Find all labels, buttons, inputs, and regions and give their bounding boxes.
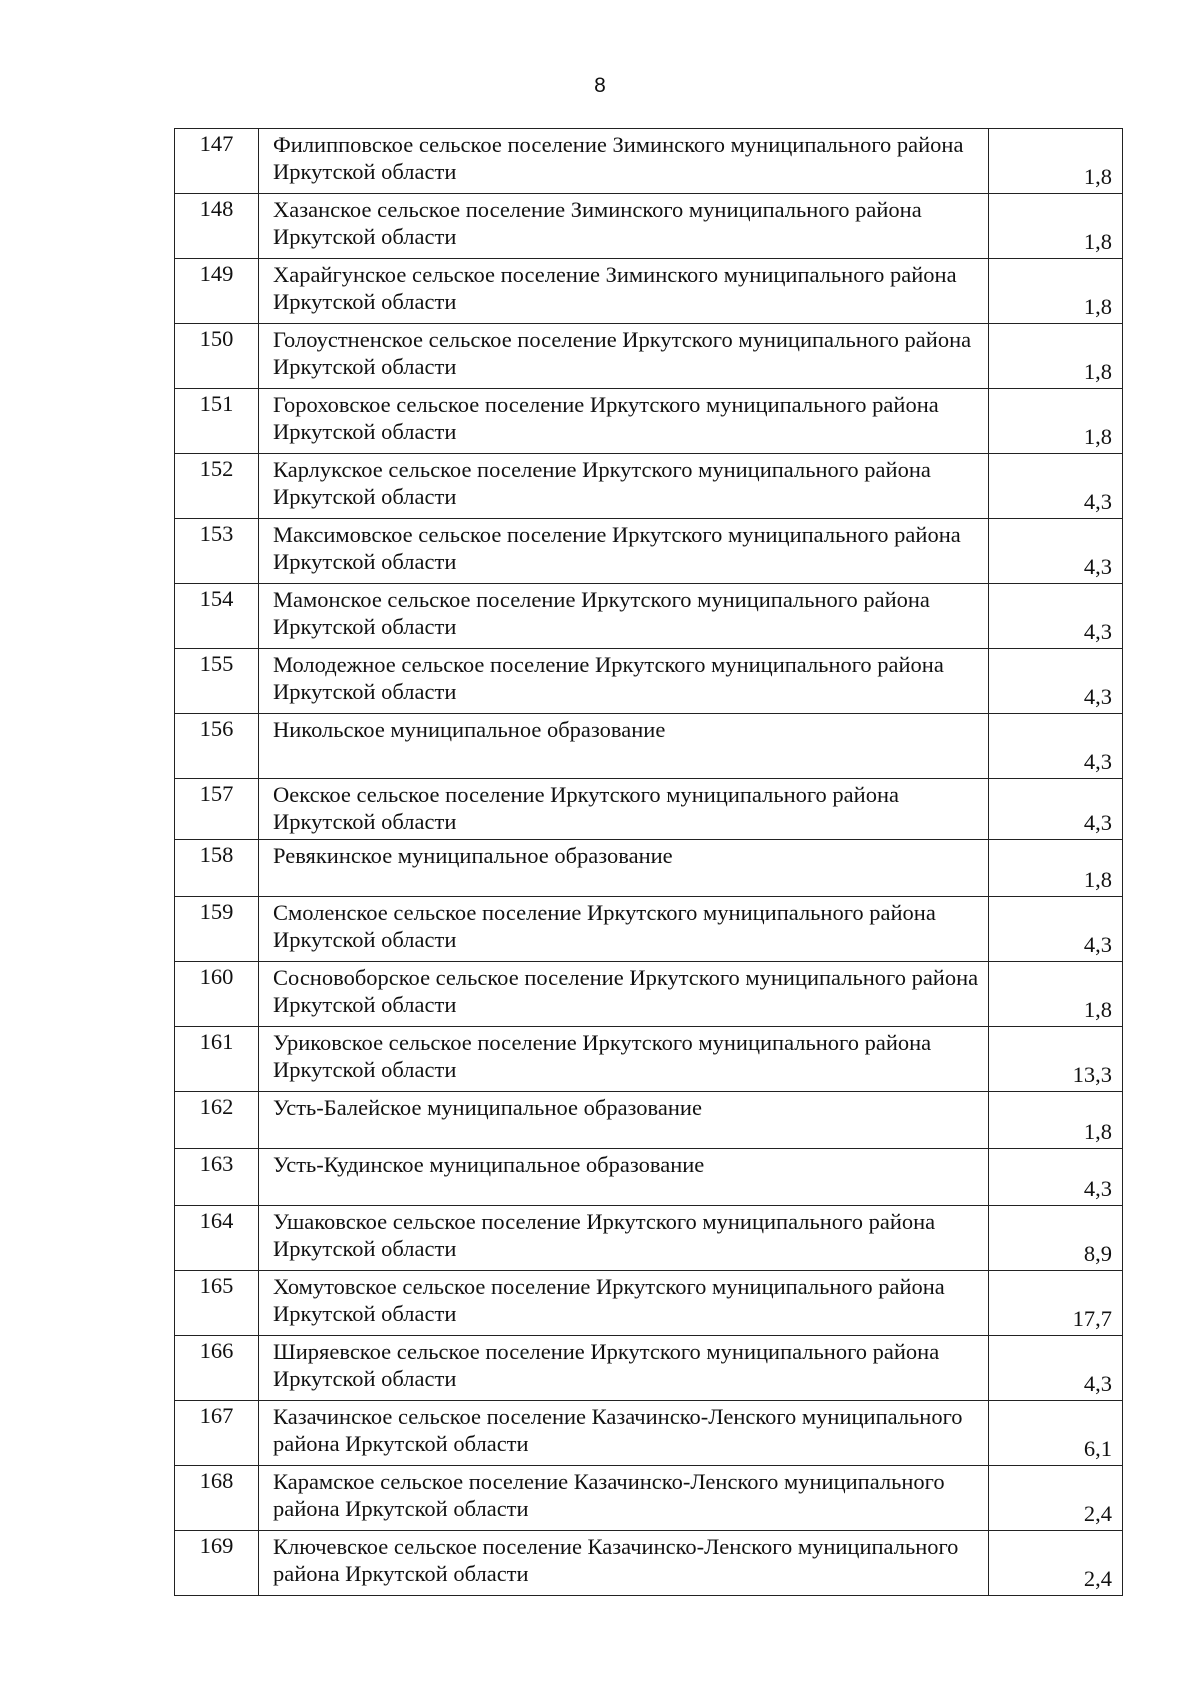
municipality-name: Ушаковское сельское поселение Иркутского муниципального района Иркутской области — [259, 1206, 989, 1271]
row-number: 153 — [175, 519, 259, 584]
amount-value: 1,8 — [989, 389, 1123, 454]
row-number: 161 — [175, 1027, 259, 1092]
row-number: 165 — [175, 1271, 259, 1336]
municipality-name: Казачинское сельское поселение Казачинско-Ленского муниципального района Иркутской области — [259, 1401, 989, 1466]
amount-value: 4,3 — [989, 454, 1123, 519]
amount-value: 17,7 — [989, 1271, 1123, 1336]
row-number: 160 — [175, 962, 259, 1027]
row-number: 147 — [175, 129, 259, 194]
table-row — [175, 454, 1123, 519]
municipality-name: Мамонское сельское поселение Иркутского муниципального района Иркутской области — [259, 584, 989, 649]
table-row — [175, 1027, 1123, 1092]
municipality-name: Уриковское сельское поселение Иркутского муниципального района Иркутской области — [259, 1027, 989, 1092]
table-row — [175, 1149, 1123, 1206]
table-row — [175, 962, 1123, 1027]
amount-value: 4,3 — [989, 897, 1123, 962]
row-number: 151 — [175, 389, 259, 454]
municipality-name: Усть-Кудинское муниципальное образование — [259, 1149, 989, 1206]
row-number: 150 — [175, 324, 259, 389]
municipality-name: Ширяевское сельское поселение Иркутского муниципального района Иркутской области — [259, 1336, 989, 1401]
table-row — [175, 1401, 1123, 1466]
row-number: 159 — [175, 897, 259, 962]
table-row — [175, 324, 1123, 389]
table-body — [175, 129, 1123, 1596]
amount-value: 4,3 — [989, 519, 1123, 584]
table-row — [175, 584, 1123, 649]
row-number: 163 — [175, 1149, 259, 1206]
table-row — [175, 519, 1123, 584]
amount-value: 1,8 — [989, 840, 1123, 897]
table-row — [175, 1336, 1123, 1401]
amount-value: 4,3 — [989, 1149, 1123, 1206]
municipality-name: Хомутовское сельское поселение Иркутского муниципального района Иркутской области — [259, 1271, 989, 1336]
row-number: 167 — [175, 1401, 259, 1466]
municipality-name: Никольское муниципальное образование — [259, 714, 989, 779]
table-row — [175, 714, 1123, 779]
municipality-name: Ревякинское муниципальное образование — [259, 840, 989, 897]
row-number: 154 — [175, 584, 259, 649]
amount-value: 6,1 — [989, 1401, 1123, 1466]
row-number: 169 — [175, 1531, 259, 1596]
table-row — [175, 129, 1123, 194]
table-row — [175, 1466, 1123, 1531]
amount-value: 1,8 — [989, 324, 1123, 389]
page-number: 8 — [594, 74, 606, 97]
amount-value: 4,3 — [989, 779, 1123, 840]
municipality-table — [174, 128, 1123, 1596]
municipality-name: Максимовское сельское поселение Иркутского муниципального района Иркутской области — [259, 519, 989, 584]
municipality-name: Харайгунское сельское поселение Зиминского муниципального района Иркутской области — [259, 259, 989, 324]
municipality-name: Оекское сельское поселение Иркутского муниципального района Иркутской области — [259, 779, 989, 840]
table-row — [175, 194, 1123, 259]
amount-value: 4,3 — [989, 1336, 1123, 1401]
amount-value: 2,4 — [989, 1531, 1123, 1596]
row-number: 164 — [175, 1206, 259, 1271]
amount-value: 2,4 — [989, 1466, 1123, 1531]
row-number: 148 — [175, 194, 259, 259]
municipality-name: Голоустненское сельское поселение Иркутского муниципального района Иркутской области — [259, 324, 989, 389]
row-number: 156 — [175, 714, 259, 779]
municipality-name: Смоленское сельское поселение Иркутского муниципального района Иркутской области — [259, 897, 989, 962]
amount-value: 13,3 — [989, 1027, 1123, 1092]
municipality-name: Гороховское сельское поселение Иркутского муниципального района Иркутской области — [259, 389, 989, 454]
row-number: 166 — [175, 1336, 259, 1401]
municipality-name: Ключевское сельское поселение Казачинско-Ленского муниципального района Иркутской области — [259, 1531, 989, 1596]
municipality-name: Молодежное сельское поселение Иркутского муниципального района Иркутской области — [259, 649, 989, 714]
amount-value: 4,3 — [989, 714, 1123, 779]
municipality-name: Карамское сельское поселение Казачинско-Ленского муниципального района Иркутской области — [259, 1466, 989, 1531]
amount-value: 4,3 — [989, 649, 1123, 714]
amount-value: 1,8 — [989, 962, 1123, 1027]
row-number: 157 — [175, 779, 259, 840]
row-number: 158 — [175, 840, 259, 897]
amount-value: 4,3 — [989, 584, 1123, 649]
row-number: 155 — [175, 649, 259, 714]
table-row — [175, 1092, 1123, 1149]
amount-value: 1,8 — [989, 259, 1123, 324]
municipality-name: Карлукское сельское поселение Иркутского муниципального района Иркутской области — [259, 454, 989, 519]
municipality-name: Усть-Балейское муниципальное образование — [259, 1092, 989, 1149]
amount-value: 1,8 — [989, 129, 1123, 194]
municipality-name: Сосновоборское сельское поселение Иркутского муниципального района Иркутской области — [259, 962, 989, 1027]
table-row — [175, 1271, 1123, 1336]
amount-value: 8,9 — [989, 1206, 1123, 1271]
amount-value: 1,8 — [989, 194, 1123, 259]
row-number: 152 — [175, 454, 259, 519]
table-row — [175, 1206, 1123, 1271]
table-row — [175, 649, 1123, 714]
row-number: 162 — [175, 1092, 259, 1149]
amount-value: 1,8 — [989, 1092, 1123, 1149]
table-row — [175, 389, 1123, 454]
municipality-name: Хазанское сельское поселение Зиминского муниципального района Иркутской области — [259, 194, 989, 259]
municipality-name: Филипповское сельское поселение Зиминского муниципального района Иркутской области — [259, 129, 989, 194]
table-row — [175, 897, 1123, 962]
row-number: 149 — [175, 259, 259, 324]
table-row — [175, 840, 1123, 897]
table-row — [175, 259, 1123, 324]
row-number: 168 — [175, 1466, 259, 1531]
table-row — [175, 1531, 1123, 1596]
table-row — [175, 779, 1123, 840]
